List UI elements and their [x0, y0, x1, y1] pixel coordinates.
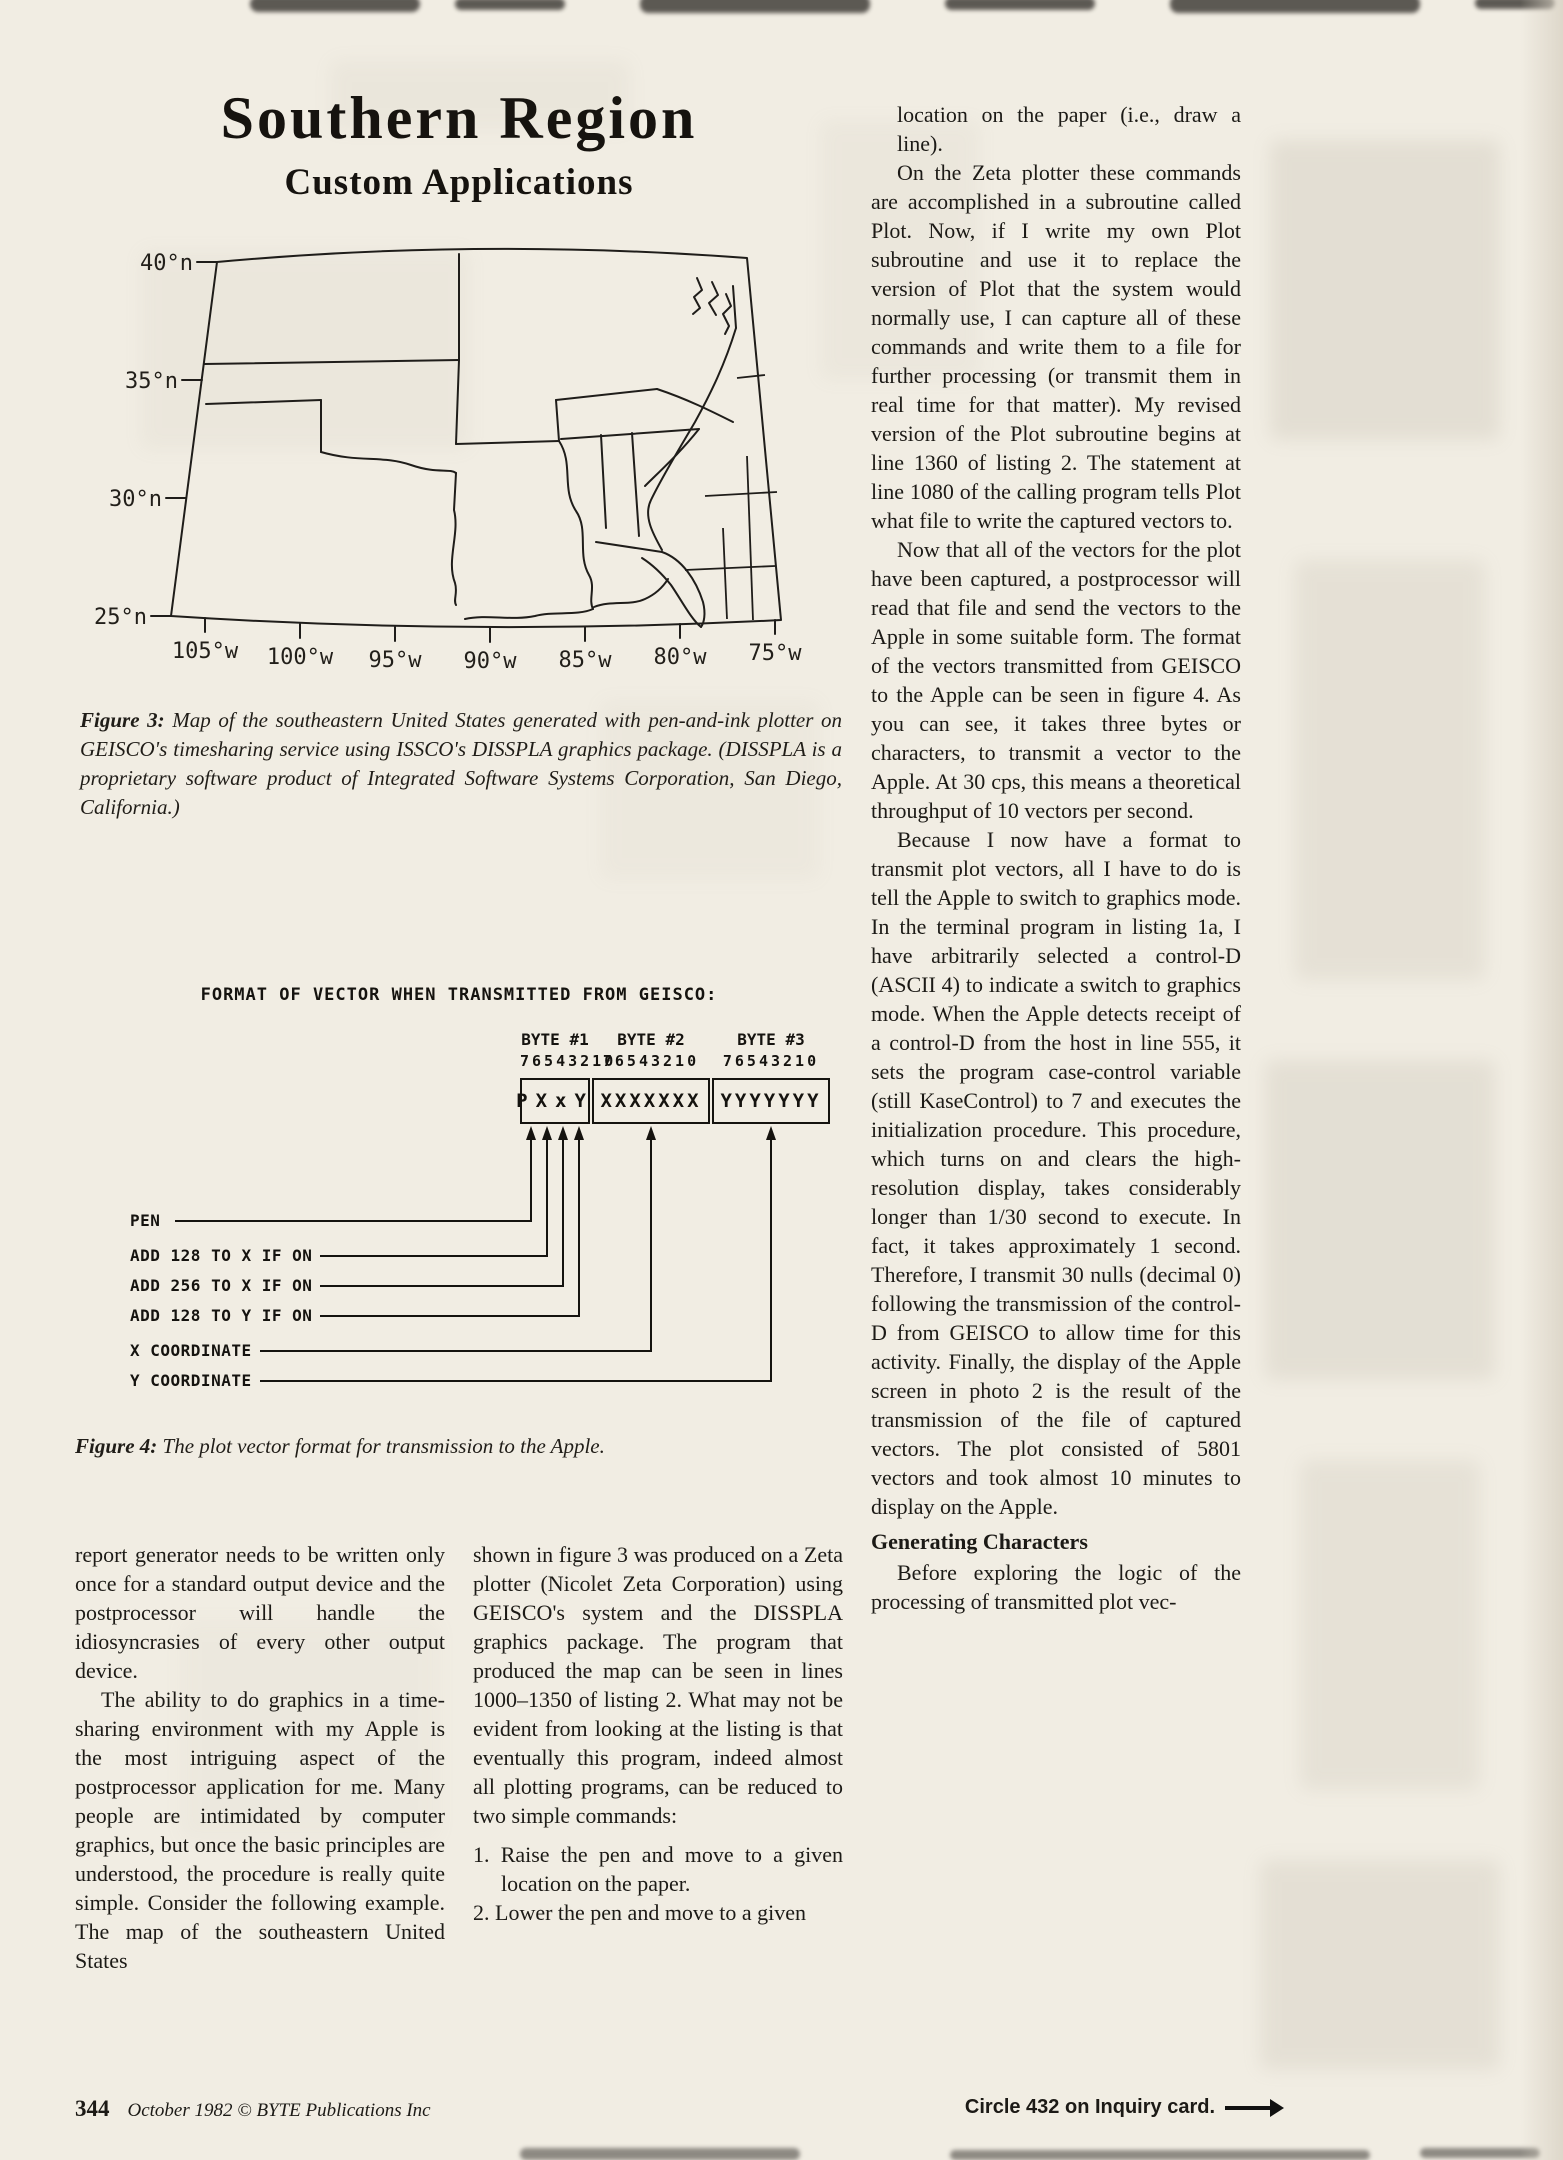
map-lat-label: 30°n — [109, 487, 162, 512]
ghost-smudge — [250, 0, 420, 12]
map-figure-title: Southern Region — [220, 85, 698, 151]
paragraph: Before exploring the logic of the processing of transmitted plot vec- — [871, 1560, 1241, 1614]
list-item: 2. Lower the pen and move to a given — [473, 1900, 806, 1925]
figure4-caption — [75, 1432, 815, 1461]
byte-bit-numbers: 76543210 — [722, 1052, 820, 1070]
ghost-blob — [1270, 140, 1500, 440]
footer-circle-note: Circle 432 on Inquiry card. — [964, 2096, 1215, 2118]
field-label-add128y: ADD 128 TO Y IF ON — [130, 1306, 313, 1325]
column-right — [871, 100, 1241, 1616]
ghost-smudge — [640, 0, 870, 13]
list-item: 1. Raise the pen and move to a given location on the paper. — [473, 1842, 843, 1896]
byte-box: XXXXXXX — [592, 1078, 710, 1124]
paragraph: Because I now have a format to transmit plot vectors, all I have to do is tell the Apple to switch to graphics mode. In the terminal program in listing 1a, I have arbitrarily selected a control-D (ASCII 4) to indicate a switch to graphics mode. When the Apple detects receipt of a control-D from the host in line 555, it sets the program case-control variable (still KaseControl) to 7 and executes the initialization procedure. This procedure, which turns on and clears the high-resolution display, takes considerably longer than 1/30 second to execute. In fact, it takes approximately 1 second. Therefore, I transmit 30 nulls (decimal 0) following the transmission of the control-D from GEISCO to allow time for this activity. Finally, the display of the Apple screen in photo 2 is the result of the transmission of the file of captured vectors. The plot consisted of 5801 vectors and took almost 10 minutes to display on the Apple. — [871, 827, 1241, 1519]
map-lon-label: 90°w — [463, 649, 517, 674]
byte-group-1 — [516, 1030, 617, 1124]
ghost-smudge — [950, 2150, 1370, 2160]
column-middle — [473, 1540, 843, 1927]
page-edge-shade — [1520, 0, 1563, 2160]
map-graticule — [685, 375, 777, 620]
map-lat-label: 35°n — [125, 369, 178, 394]
vector-format-heading: FORMAT OF VECTOR WHEN TRANSMITTED FROM GEISCO: — [200, 985, 718, 1005]
byte-bit-numbers: 76543210 — [520, 1052, 617, 1070]
byte-label: BYTE #1 — [521, 1030, 589, 1049]
map-lat-label: 25°n — [94, 605, 147, 630]
map-lon-label: 80°w — [653, 645, 707, 670]
footer-left — [75, 2096, 431, 2122]
us-southeast-map — [85, 228, 830, 678]
paragraph: The ability to do graphics in a time-sharing environment with my Apple is the most intriguing aspect of the postprocessor application for me. Many people are intimidated by computer graphics, but once the basic principles are understood, the procedure is really quite simple. Consider the following example. The map of the southeastern United States — [75, 1687, 445, 1973]
section-heading: Generating Characters — [871, 1529, 1088, 1554]
byte-box: PXxY — [520, 1078, 590, 1124]
ghost-smudge — [1170, 0, 1420, 13]
map-lon-label: 105°w — [171, 639, 239, 664]
map-lon-label: 95°w — [368, 648, 422, 673]
field-label-ycoord: Y COORDINATE — [130, 1371, 252, 1390]
right-arrow-icon — [1225, 2106, 1271, 2110]
map-state-borders — [204, 254, 733, 609]
paragraph: Now that all of the vectors for the plot have been captured, a postprocessor will read that file and send the vectors to the Apple in some suitable form. The format of the vectors transmitted from GEISCO to the Apple can be seen in figure 4. As you can see, it takes three bytes or characters, to transmit a vector to the Apple. At 30 cps, this means a theoretical throughput of 10 vectors per second. — [871, 537, 1241, 823]
byte-bit-numbers: 76543210 — [602, 1052, 700, 1070]
paragraph: shown in figure 3 was produced on a Zeta plotter (Nicolet Zeta Corporation) using GEISCO's system and the DISSPLA graphics package. The program that produced the map can be seen in lines 1000–1350 of listing 2. What may not be evident from looking at the listing is that eventually this program, indeed almost all plotting programs, can be reduced to two simple commands: — [473, 1542, 843, 1828]
field-label-xcoord: X COORDINATE — [130, 1341, 252, 1360]
field-label-pen: PEN — [130, 1211, 161, 1230]
field-label-add256x: ADD 256 TO X IF ON — [130, 1276, 313, 1295]
map-lon-label: 85°w — [558, 648, 612, 673]
footer-issue-credit: October 1982 © BYTE Publications Inc — [127, 2100, 431, 2121]
paragraph: report generator needs to be written only once for a standard output device and the postprocessor will handle the idiosyncrasies of every other output device. — [75, 1542, 445, 1683]
map-frame — [151, 249, 781, 642]
ghost-smudge — [455, 0, 565, 10]
byte-group-2 — [592, 1030, 710, 1124]
footer-right — [871, 2096, 1271, 2119]
ghost-smudge — [1475, 0, 1555, 9]
field-label-add128x: ADD 128 TO X IF ON — [130, 1246, 313, 1265]
map-lon-label: 75°w — [748, 641, 802, 666]
figure4-caption-label: Figure 4: — [75, 1434, 158, 1458]
paragraph: location on the paper (i.e., draw a line). — [897, 102, 1241, 156]
ghost-blob — [1300, 1460, 1480, 1790]
ghost-smudge — [945, 0, 1095, 10]
column-left — [75, 1540, 445, 1975]
byte-label: BYTE #2 — [617, 1030, 685, 1049]
paragraph: On the Zeta plotter these commands are accomplished in a subroutine called Plot. Now, if I write my own Plot subroutine and use it to replace the version of Plot that the system would normally use, I can capture all of these commands and write them to a file for further processing (or transmit them in real time for that matter). My revised version of the Plot subroutine begins at line 1360 of listing 2. The statement at line 1080 of the calling program tells Plot what file to write the captured vectors to. — [871, 160, 1241, 533]
map-coastline — [465, 278, 736, 627]
ghost-smudge — [1420, 2148, 1540, 2158]
figure3-caption-label: Figure 3: — [80, 708, 165, 732]
ghost-blob — [1295, 560, 1485, 980]
figure3-caption — [80, 706, 842, 822]
byte-group-3 — [712, 1030, 830, 1124]
map-lon-label: 100°w — [266, 645, 334, 670]
footer-page-number: 344 — [75, 2096, 110, 2121]
ghost-smudge — [520, 2148, 800, 2160]
figure3-caption-text: Map of the southeastern United States generated with pen-and-ink plotter on GEISCO's timesharing service using ISSCO's DISSPLA graphics package. (DISSPLA is a proprietary software product of Integrated Software Systems Corporation, San Diego, California.) — [80, 708, 843, 819]
map-lat-label: 40°n — [140, 251, 193, 276]
ghost-blob — [1265, 1060, 1495, 1380]
ghost-blob — [1260, 1860, 1500, 2070]
figure4-caption-text: The plot vector format for transmission to the Apple. — [162, 1434, 605, 1458]
byte-label: BYTE #3 — [737, 1030, 805, 1049]
arrowheads-up — [526, 1126, 776, 1140]
map-figure-subtitle: Custom Applications — [284, 162, 634, 203]
byte-box: YYYYYYY — [712, 1078, 830, 1124]
